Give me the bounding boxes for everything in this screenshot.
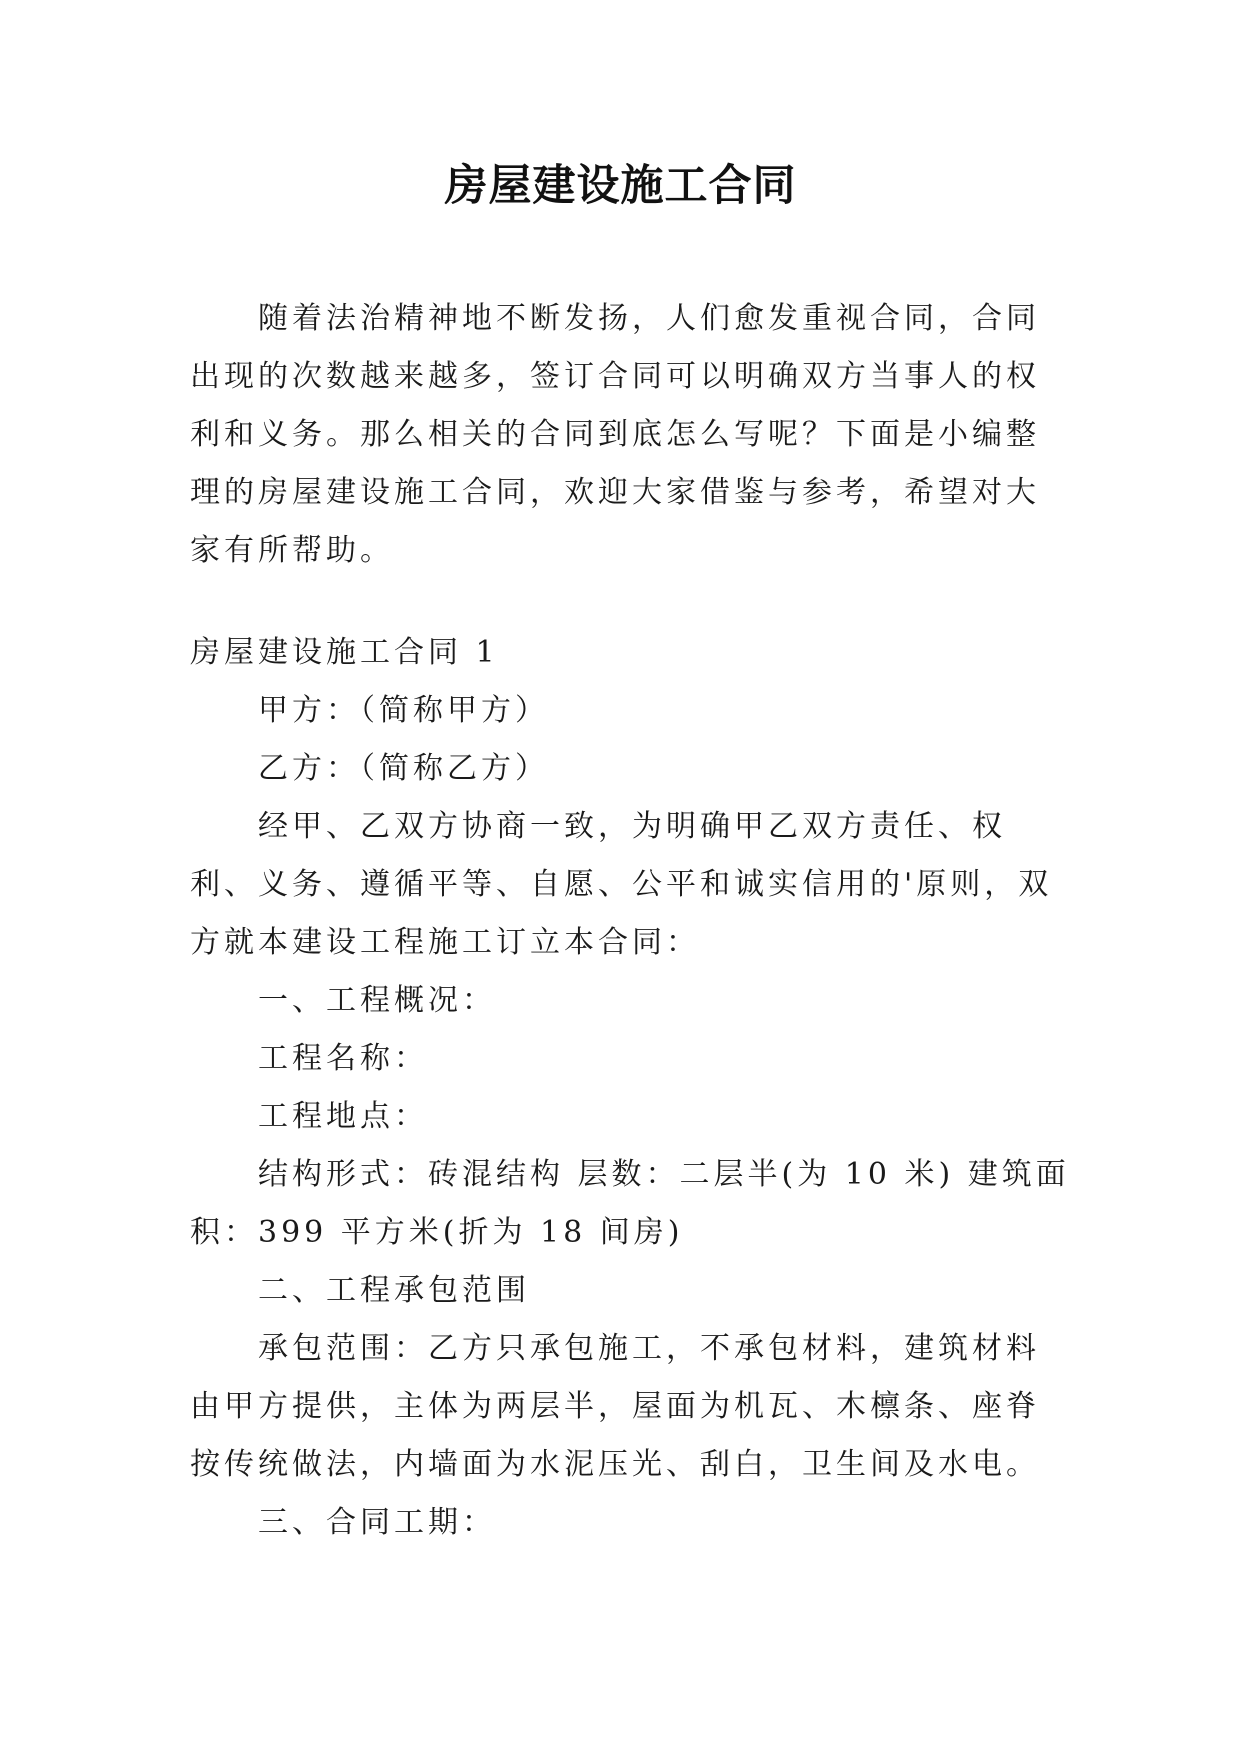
clause-2-heading: 二、工程承包范围 <box>258 1273 530 1308</box>
structure-paragraph: 结构形式：砖混结构 层数：二层半(为 10 米) 建筑面积：399 平方米(折为 18 间房) <box>190 1157 1070 1250</box>
project-location-line: 工程地点： <box>258 1099 428 1134</box>
preamble-paragraph: 经甲、乙双方协商一致，为明确甲乙双方责任、权利、义务、遵循平等、自愿、公平和诚实信用的'原则，双方就本建设工程施工订立本合同： <box>190 809 1053 960</box>
clause-1-heading: 一、工程概况： <box>258 983 496 1018</box>
party-b-line: 乙方：（简称乙方） <box>258 751 549 786</box>
clause-3-heading: 三、合同工期： <box>258 1505 496 1540</box>
scope-paragraph: 承包范围：乙方只承包施工，不承包材料，建筑材料由甲方提供，主体为两层半，屋面为机瓦、木檩条、座脊按传统做法，内墙面为水泥压光、刮白，卫生间及水电。 <box>190 1331 1040 1482</box>
party-a-line: 甲方：（简称甲方） <box>258 693 549 728</box>
document-title: 房屋建设施工合同 <box>444 161 797 211</box>
document-body <box>190 290 1070 1552</box>
project-name-line: 工程名称： <box>258 1041 428 1076</box>
intro-paragraph: 随着法治精神地不断发扬，人们愈发重视合同，合同出现的次数越来越多，签订合同可以明确双方当事人的权利和义务。那么相关的合同到底怎么写呢？下面是小编整理的房屋建设施工合同，欢迎大家借鉴与参考，希望对大家有所帮助。 <box>190 301 1040 568</box>
section-heading: 房屋建设施工合同 1 <box>190 635 499 670</box>
